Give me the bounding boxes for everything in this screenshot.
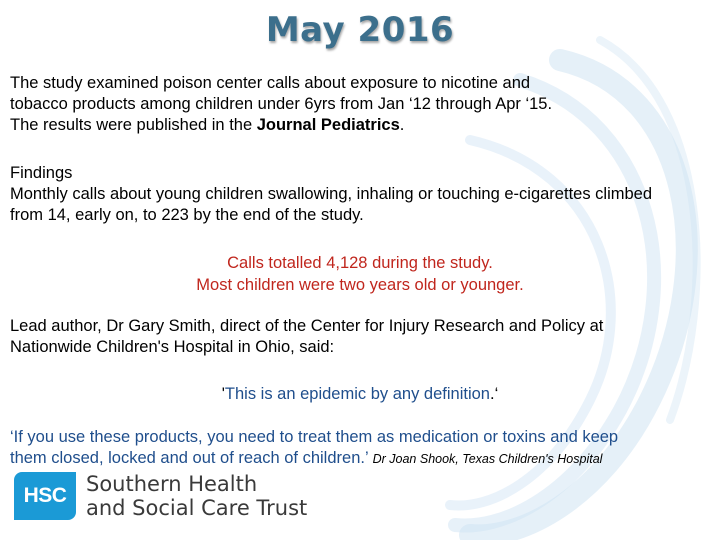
findings-heading: Findings — [10, 164, 73, 182]
quote2-line-2-text: them closed, locked and out of reach of children.’ — [10, 449, 369, 467]
intro-line-3-prefix: The results were published in the — [10, 116, 257, 134]
hsc-logo-mark: HSC — [14, 472, 76, 520]
findings-line-1: Monthly calls about young children swallowing, inhaling or touching e-cigarettes climbed — [10, 185, 653, 203]
quote2-line-1: ‘If you use these products, you need to treat them as medication or toxins and keep — [10, 428, 619, 446]
logo-line-2: and Social Care Trust — [86, 496, 308, 520]
highlight-stats — [0, 252, 720, 296]
quote2-attribution: Dr Joan Shook, Texas Children's Hospital — [372, 452, 603, 466]
quote1-close: .‘ — [489, 385, 499, 403]
author-line-1: Lead author, Dr Gary Smith, direct of the Center for Injury Research and Policy at — [10, 317, 604, 335]
intro-line-1: The study examined poison center calls about exposure to nicotine and — [10, 74, 531, 92]
findings-paragraph — [10, 163, 715, 226]
hsc-logo — [14, 470, 307, 522]
author-line-2: Nationwide Children's Hospital in Ohio, said: — [10, 338, 335, 356]
shook-quote — [10, 427, 715, 470]
author-paragraph — [10, 316, 690, 358]
intro-paragraph — [10, 73, 630, 136]
page-title: May 2016 — [265, 10, 455, 50]
highlight-line-2: Most children were two years old or younger. — [196, 276, 524, 294]
intro-line-3 — [10, 115, 630, 136]
highlight-line-1: Calls totalled 4,128 during the study. — [227, 254, 493, 272]
epidemic-quote — [0, 384, 720, 405]
findings-line-2: from 14, early on, to 223 by the end of the study. — [10, 206, 364, 224]
logo-line-1: Southern Health — [86, 472, 258, 496]
intro-line-3-suffix: . — [399, 116, 405, 134]
intro-line-2: tobacco products among children under 6yrs from Jan ‘12 through Apr ‘15. — [10, 95, 553, 113]
hsc-logo-text — [86, 472, 307, 520]
quote2-line-2 — [10, 448, 715, 470]
quote1-text: This is an epidemic by any definition — [224, 385, 490, 403]
journal-name: Journal Pediatrics — [256, 116, 400, 134]
quote1-open: ' — [221, 385, 225, 403]
